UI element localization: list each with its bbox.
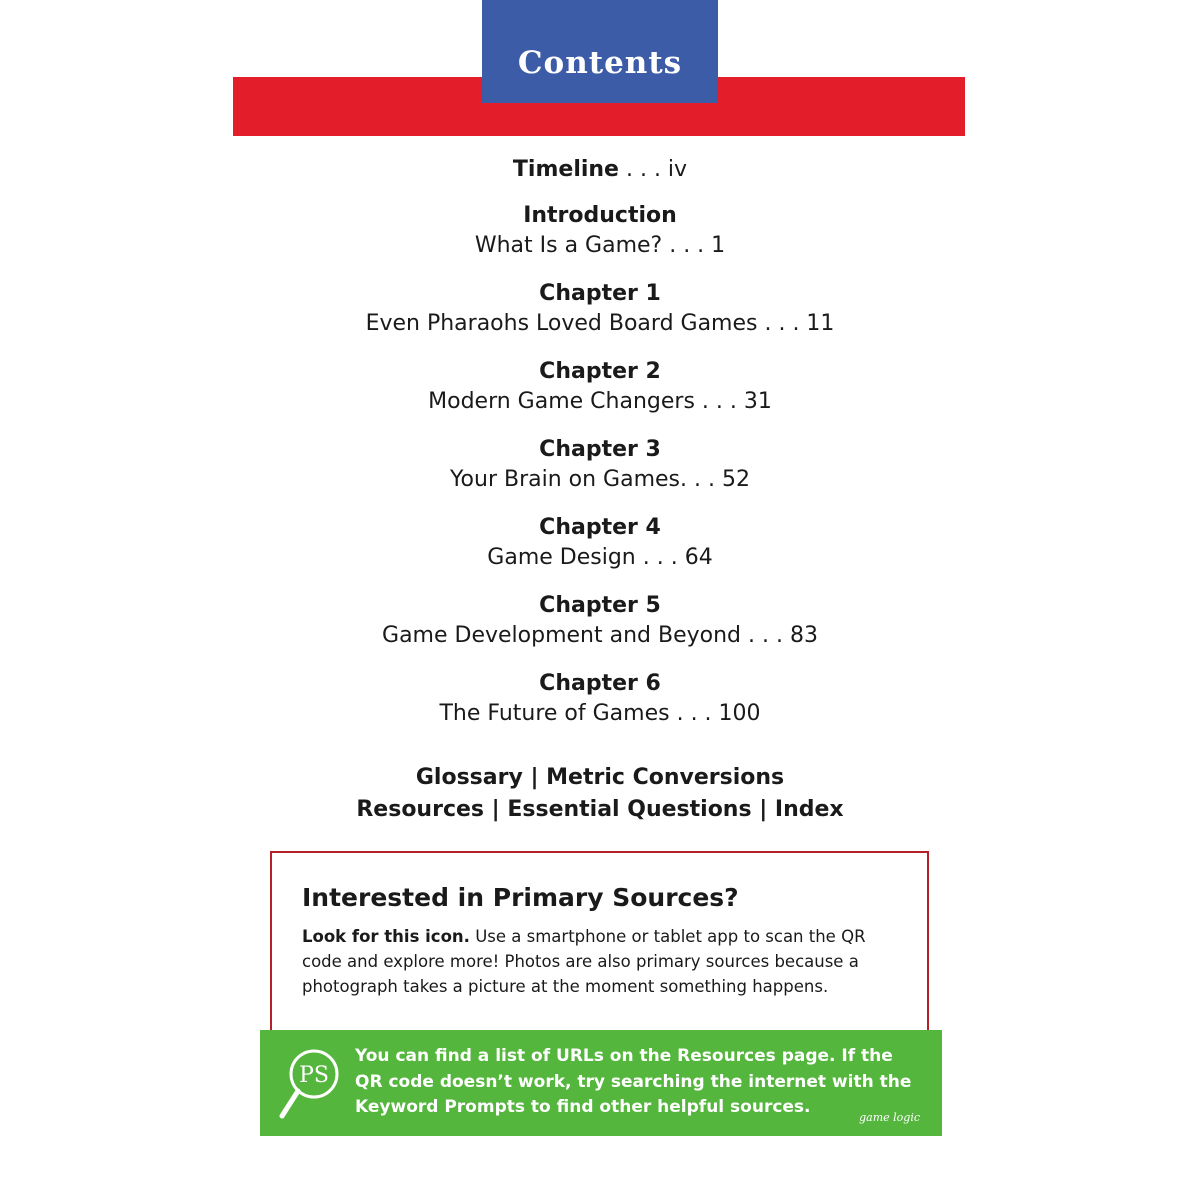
ps-icon-label: PS (299, 1063, 329, 1088)
toc-title: Your Brain on Games. . . 52 (450, 467, 750, 492)
backmatter-line-1[interactable]: Glossary | Metric Conversions (415, 765, 785, 790)
toc-heading: Chapter 6 (539, 671, 661, 696)
toc-heading: Chapter 4 (539, 515, 661, 540)
toc-entry-chapter-5[interactable] (0, 591, 1200, 651)
toc-entry-chapter-1[interactable] (0, 279, 1200, 339)
toc-heading: Introduction (523, 203, 677, 228)
toc-heading: Chapter 3 (539, 437, 661, 462)
toc-timeline-page: . . . iv (618, 157, 688, 182)
toc-entry-introduction[interactable] (0, 201, 1200, 261)
toc-timeline-label: Timeline (512, 157, 619, 182)
toc-entry-chapter-2[interactable] (0, 357, 1200, 417)
toc-title: Game Development and Beyond . . . 83 (382, 623, 818, 648)
toc-title: Game Design . . . 64 (487, 545, 713, 570)
toc-entry-chapter-4[interactable] (0, 513, 1200, 573)
toc-title: Even Pharaohs Loved Board Games . . . 11 (365, 311, 835, 336)
toc-title: What Is a Game? . . . 1 (474, 233, 726, 258)
toc-heading: Chapter 1 (539, 281, 661, 306)
toc-timeline[interactable] (0, 155, 1200, 185)
toc-entry-chapter-3[interactable] (0, 435, 1200, 495)
resources-tip-banner (260, 1030, 942, 1136)
toc-title: The Future of Games . . . 100 (439, 701, 761, 726)
ps-magnifier-icon (276, 1044, 346, 1128)
primary-sources-lead: Look for this icon. (302, 927, 470, 946)
table-of-contents (0, 155, 1200, 747)
backmatter-line-2[interactable]: Resources | Essential Questions | Index (356, 797, 844, 822)
primary-sources-heading: Interested in Primary Sources? (302, 883, 739, 912)
backmatter-links (0, 762, 1200, 826)
primary-sources-text: Use a smartphone or tablet app to scan the QR code and explore more! Photos are also primary sources because a photograph takes a picture at the moment something happens. (302, 927, 866, 996)
toc-heading: Chapter 2 (539, 359, 661, 384)
page-title-box (482, 0, 718, 103)
toc-entry-chapter-6[interactable] (0, 669, 1200, 729)
toc-heading: Chapter 5 (539, 593, 661, 618)
publisher-logo: game logic (859, 1111, 920, 1124)
resources-tip-text: You can find a list of URLs on the Resources page. If the QR code doesn’t work, try searching the internet with the Keyword Prompts to find other helpful sources. (355, 1046, 912, 1117)
toc-title: Modern Game Changers . . . 31 (428, 389, 772, 414)
primary-sources-body (302, 924, 897, 999)
page-title: Contents (517, 45, 683, 81)
primary-sources-box (270, 851, 929, 1033)
